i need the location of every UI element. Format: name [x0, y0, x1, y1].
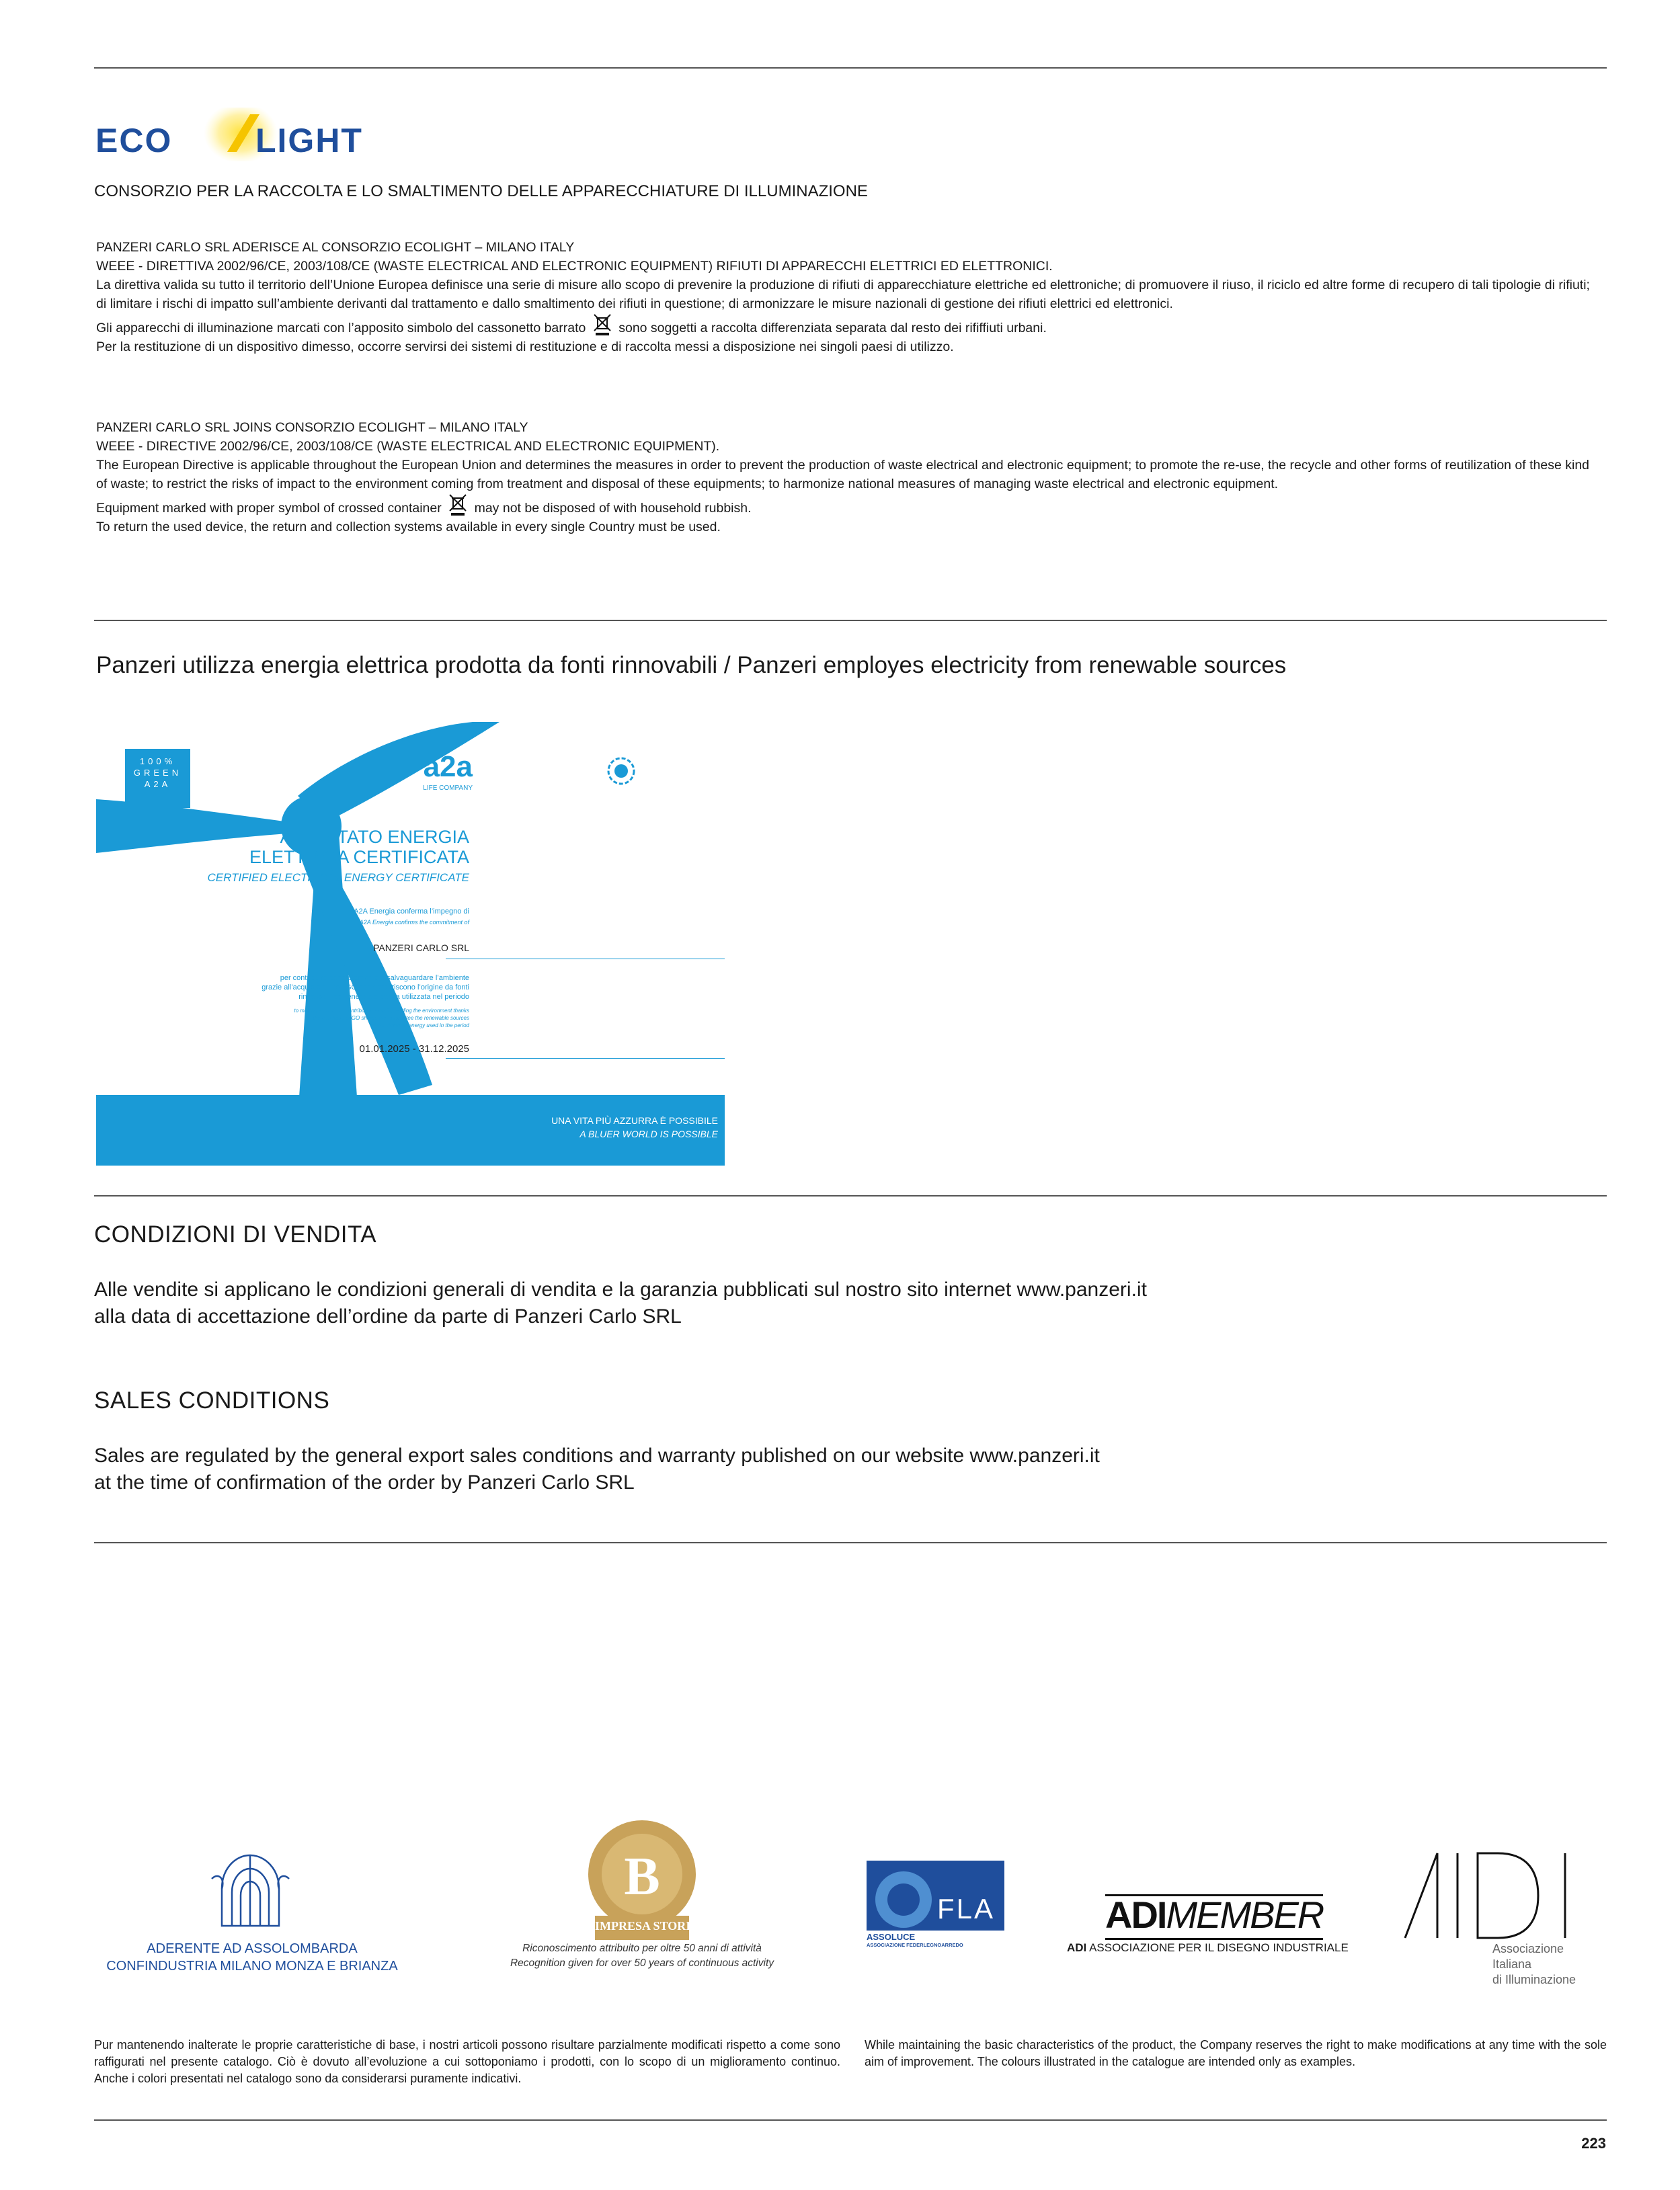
aidi-line1: Associazione: [1492, 1942, 1564, 1955]
a2a-brand-sub: LIFE COMPANY: [423, 784, 473, 792]
divider: [94, 2119, 1607, 2121]
aidi-line3: di Illuminazione: [1492, 1973, 1576, 1986]
adi-caption: [1067, 1941, 1349, 1955]
page-number: 223: [1581, 2135, 1606, 2152]
cert-title-1: ATTESTATO ENERGIA: [280, 827, 469, 847]
weee-it-line4b: sono soggetti a raccolta differenziata separata dal resto dei rififfiuti urbani.: [618, 321, 1047, 335]
weee-en-line4a: Equipment marked with proper symbol of crossed container: [96, 501, 442, 516]
crossed-bin-icon: [592, 313, 612, 336]
storica-caption-2: Recognition given for over 50 years of continuous activity: [510, 1957, 774, 1969]
cert-title-en: CERTIFIED ELECTRICAL ENERGY CERTIFICATE: [207, 871, 469, 884]
cert-footer-band: [96, 1095, 725, 1166]
sales-it-line2: alla data di accettazione dell’ordine da parte di Panzeri Carlo SRL: [94, 1305, 682, 1328]
weee-it-line4: [96, 313, 1602, 337]
adi-member-bold: ADI: [1105, 1894, 1166, 1936]
weee-italian: [96, 238, 1602, 356]
weee-it-line1: PANZERI CARLO SRL ADERISCE AL CONSORZIO ECOLIGHT – MILANO ITALY: [96, 240, 575, 255]
assolombarda-line1: ADERENTE AD ASSOLOMBARDA: [147, 1941, 358, 1956]
divider: [94, 67, 1607, 69]
storica-caption-1: Riconoscimento attribuito per oltre 50 anni di attività: [522, 1943, 762, 1954]
badge-line3: A2A: [144, 779, 171, 789]
fla-text: FLA: [937, 1893, 996, 1924]
crossed-bin-icon: [448, 493, 468, 516]
adi-member-rest: MEMBER: [1166, 1894, 1324, 1936]
weee-en-line2: WEEE - DIRECTIVE 2002/96/CE, 2003/108/CE (WASTE ELECTRICAL AND ELECTRONIC EQUIPMENT).: [96, 439, 720, 454]
divider: [94, 1195, 1607, 1197]
cert-purpose-en-2: to the purchase of GO shares that guarantee the renewable sources: [307, 1015, 469, 1021]
logo-light-text: LIGHT: [255, 122, 363, 159]
weee-it-line5: Per la restituzione di un dispositivo dimesso, occorre servirsi dei sistemi di restituzione e di raccolta messi a disposizione nei singoli paesi di utilizzo.: [96, 339, 954, 354]
green-a2a-badge: [125, 749, 190, 808]
fla-assoluce-logo: [867, 1861, 1004, 1951]
sales-en-line2: at the time of confirmation of the order by Panzeri Carlo SRL: [94, 1471, 635, 1494]
impresa-storica-banner: IMPRESA STORICA: [595, 1919, 709, 1933]
assoluce-sub: ASSOCIAZIONE FEDERLEGNOARREDO: [867, 1942, 963, 1948]
weee-en-line4b: may not be disposed of with household rubbish.: [474, 501, 752, 516]
cert-company: PANZERI CARLO SRL: [373, 942, 469, 953]
disclaimer-it: Pur mantenendo inalterate le proprie caratteristiche di base, i nostri articoli possono risultare parzialmente modificati rispetto a come sono raffigurati nel presente catalogo. Ciò è dovuto all’evoluzione a cui sottoponiamo i prodotti, con lo scopo di un miglioramento continuo. Anche i colori presentati nel catalogo sono da considerarsi puramente indicativi.: [94, 2038, 840, 2085]
cert-confirms-en: A2A Energia confirms the commitment of: [359, 919, 469, 926]
sales-it-line1: Alle vendite si applicano le condizioni generali di vendita e la garanzia pubblicati sul nostro sito internet www.panzeri.it: [94, 1279, 1147, 1301]
sales-it-heading: CONDIZIONI DI VENDITA: [94, 1221, 377, 1248]
adi-member-logo: [1105, 1894, 1323, 1940]
weee-english: [96, 418, 1602, 536]
divider: [94, 1542, 1607, 1543]
adi-caption-rest: ASSOCIAZIONE PER IL DISEGNO INDUSTRIALE: [1086, 1941, 1349, 1954]
cert-purpose-en-1: to making a concrete contribution to safeguarding the environment thanks: [294, 1008, 469, 1014]
assolombarda-emblem-icon: [208, 1852, 292, 1929]
weee-en-line1: PANZERI CARLO SRL JOINS CONSORZIO ECOLIGHT – MILANO ITALY: [96, 420, 528, 435]
cert-purpose-it-3: rinnovabili dell’energia elettrica utilizzata nel periodo: [298, 993, 469, 1001]
weee-it-line4a: Gli apparecchi di illuminazione marcati con l’apposito simbolo del cassonetto barrato: [96, 321, 586, 335]
aidi-caption: [1492, 1941, 1576, 1988]
sales-en-line1: Sales are regulated by the general export sales conditions and warranty published on our website www.panzeri.it: [94, 1445, 1100, 1467]
cert-title-2: ELETTRICA CERTIFICATA: [249, 847, 469, 867]
disclaimer-en: While maintaining the basic characteristics of the product, the Company reserves the right to make modifications at any time with the sole aim of improvement. The colours illustrated in the catalogue are intended only as examples.: [865, 2038, 1607, 2068]
renewable-statement: Panzeri utilizza energia elettrica prodotta da fonti rinnovabili / Panzeri employes electricity from renewable sources: [96, 652, 1287, 678]
weee-it-line3: La direttiva valida su tutto il territorio dell’Unione Europea definisce una serie di misure allo scopo di prevenire la produzione di rifiuti di apparecchiature elettriche ed elettroniche; di promuovere il riuso, il riciclo ed altre forme di recupero di tali tipologie di rifiuti; di limitare i rischi di impatto sull’ambiente derivanti dal trattamento e dallo smaltimento dei rifiuti in questione; di armonizzare le misure nazionali di gestione dei rifiuti elettrici ed elettronici.: [96, 278, 1590, 311]
weee-en-line4: [96, 493, 1602, 518]
cert-period: 01.01.2025 - 31.12.2025: [359, 1043, 469, 1055]
impresa-storica-seal: [578, 1815, 709, 1943]
a2a-certificate: [96, 722, 725, 1166]
logo-eco-text: ECO: [95, 122, 173, 159]
badge-line1: 100%: [139, 756, 176, 766]
cert-underline: [446, 1058, 725, 1059]
aidi-line2: Italiana: [1492, 1957, 1532, 1971]
cert-footer-it: UNA VITA PIÙ AZZURRA È POSSIBILE: [551, 1115, 718, 1126]
assoluce-text: ASSOLUCE: [867, 1932, 916, 1942]
cert-purpose-it-2: grazie all’acquisto di titoli GO che garantiscono l’origine da fonti: [262, 983, 469, 991]
ecolight-tagline: CONSORZIO PER LA RACCOLTA E LO SMALTIMENTO DELLE APPARECCHIATURE DI ILLUMINAZIONE: [94, 182, 868, 200]
cert-confirms-it: A2A Energia conferma l’impegno di: [354, 907, 469, 916]
badge-line2: GREEN: [133, 768, 182, 778]
weee-it-line2: WEEE - DIRETTIVA 2002/96/CE, 2003/108/CE (WASTE ELECTRICAL AND ELECTRONIC EQUIPMENT) RIFIUTI DI APPARECCHI ELETTRICI ED ELETTRONICI.: [96, 259, 1053, 274]
cert-footer-en: A BLUER WORLD IS POSSIBLE: [579, 1129, 718, 1139]
sales-en-heading: SALES CONDITIONS: [94, 1387, 330, 1414]
a2a-globe-icon: [607, 757, 635, 785]
ecolight-logo: [94, 108, 403, 161]
svg-text:B: B: [624, 1847, 660, 1906]
divider: [94, 620, 1607, 621]
cert-purpose-it-1: per contribuire concretamente a salvaguardare l’ambiente: [280, 974, 469, 982]
assolombarda-line2: CONFINDUSTRIA MILANO MONZA E BRIANZA: [106, 1959, 398, 1974]
cert-purpose-en-3: of the electrical energy used in the period: [370, 1022, 469, 1028]
adi-caption-bold: ADI: [1067, 1941, 1087, 1954]
aidi-logo: [1404, 1852, 1578, 1939]
a2a-brand: a2a: [423, 750, 473, 783]
weee-en-line3: The European Directive is applicable throughout the European Union and determines the measures in order to prevent the production of waste electrical and electronic equipment; to promote the re-use, the recycle and other forms of reutilization of these kind of waste; to restrict the risks of impact to the environment coming from treatment and disposal of these equipments; to harmonize national measures of managing waste electrical and electronic equipment.: [96, 458, 1590, 491]
weee-en-line5: To return the used device, the return and collection systems available in every single Country must be used.: [96, 520, 721, 534]
